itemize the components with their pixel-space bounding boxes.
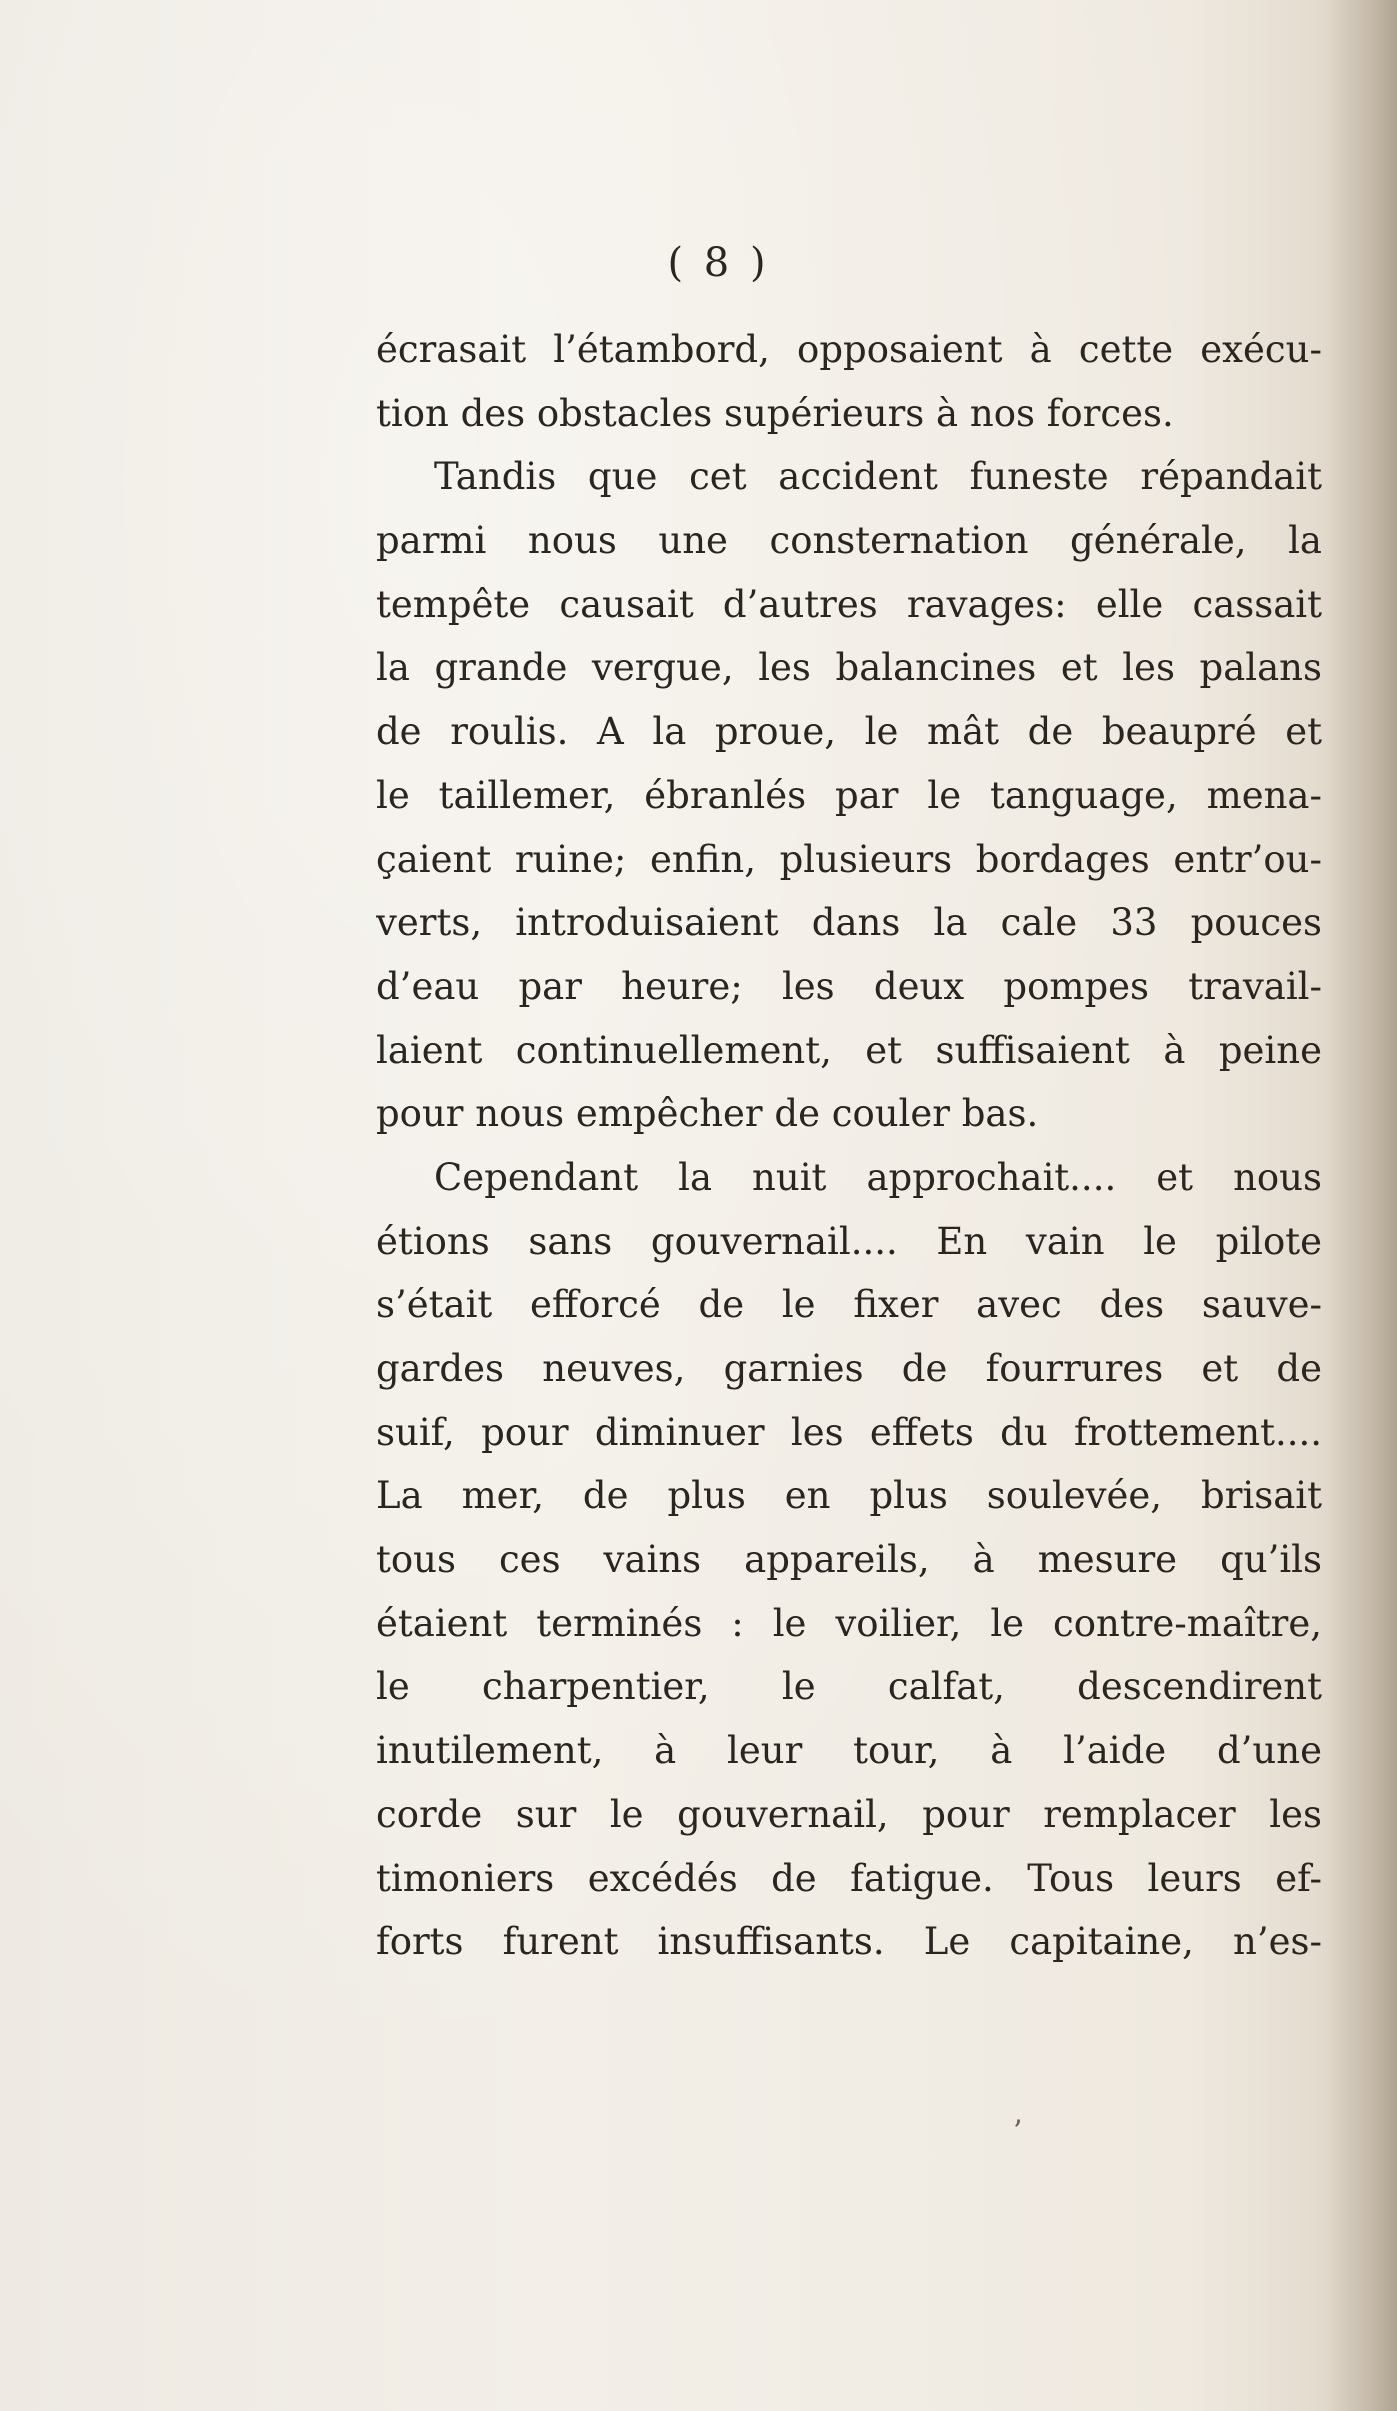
text-line: d’eau par heure; les deux pompes travail- <box>376 964 1322 1008</box>
text-line: la grande vergue, les balancines et les palans <box>376 646 1322 690</box>
page-edge-shadow <box>1327 0 1397 2411</box>
text-line: s’était efforcé de le fixer avec des sauve- <box>376 1283 1322 1327</box>
text-line: forts furent insuffisants. Le capitaine, n’es- <box>376 1920 1322 1964</box>
page-number: ( 8 ) <box>667 240 770 286</box>
body-text <box>376 318 1322 1974</box>
text-line: pour nous empêcher de couler bas. <box>376 1092 1039 1136</box>
text-line: laient continuellement, et suffisaient à peine <box>376 1028 1322 1072</box>
text-line: Tandis que cet accident funeste répandait <box>434 455 1322 499</box>
text-line: tous ces vains appareils, à mesure qu’ils <box>376 1538 1322 1582</box>
text-line: de roulis. A la proue, le mât de beaupré et <box>376 710 1322 754</box>
text-line: corde sur le gouvernail, pour remplacer les <box>376 1792 1322 1836</box>
text-line: étions sans gouvernail.... En vain le pilote <box>376 1219 1322 1263</box>
text-line: tempête causait d’autres ravages: elle cassait <box>376 582 1322 626</box>
text-line: écrasait l’étambord, opposaient à cette exécu- <box>376 328 1322 371</box>
text-line: le charpentier, le calfat, descendirent <box>376 1665 1322 1709</box>
text-line: çaient ruine; enfin, plusieurs bordages entr’ou- <box>376 837 1322 881</box>
text-line: Cependant la nuit approchait.... et nous <box>434 1155 1322 1199</box>
text-line: tion des obstacles supérieurs à nos forces. <box>376 391 1174 435</box>
text-line: gardes neuves, garnies de fourrures et de <box>376 1347 1322 1390</box>
text-line: verts, introduisaient dans la cale 33 pouces <box>376 901 1322 945</box>
text-line: parmi nous une consternation générale, la <box>376 519 1322 563</box>
text-line: timoniers excédés de fatigue. Tous leurs ef- <box>376 1856 1322 1900</box>
text-line: inutilement, à leur tour, à l’aide d’une <box>376 1729 1322 1773</box>
ink-speck: ʼ <box>1012 2115 1022 2150</box>
text-line: étaient terminés : le voilier, le contre-maître, <box>376 1601 1322 1645</box>
text-line: La mer, de plus en plus soulevée, brisait <box>376 1474 1322 1518</box>
text-line: suif, pour diminuer les effets du frottement.... <box>376 1410 1322 1454</box>
text-line: le taillemer, ébranlés par le tanguage, mena- <box>376 773 1322 817</box>
